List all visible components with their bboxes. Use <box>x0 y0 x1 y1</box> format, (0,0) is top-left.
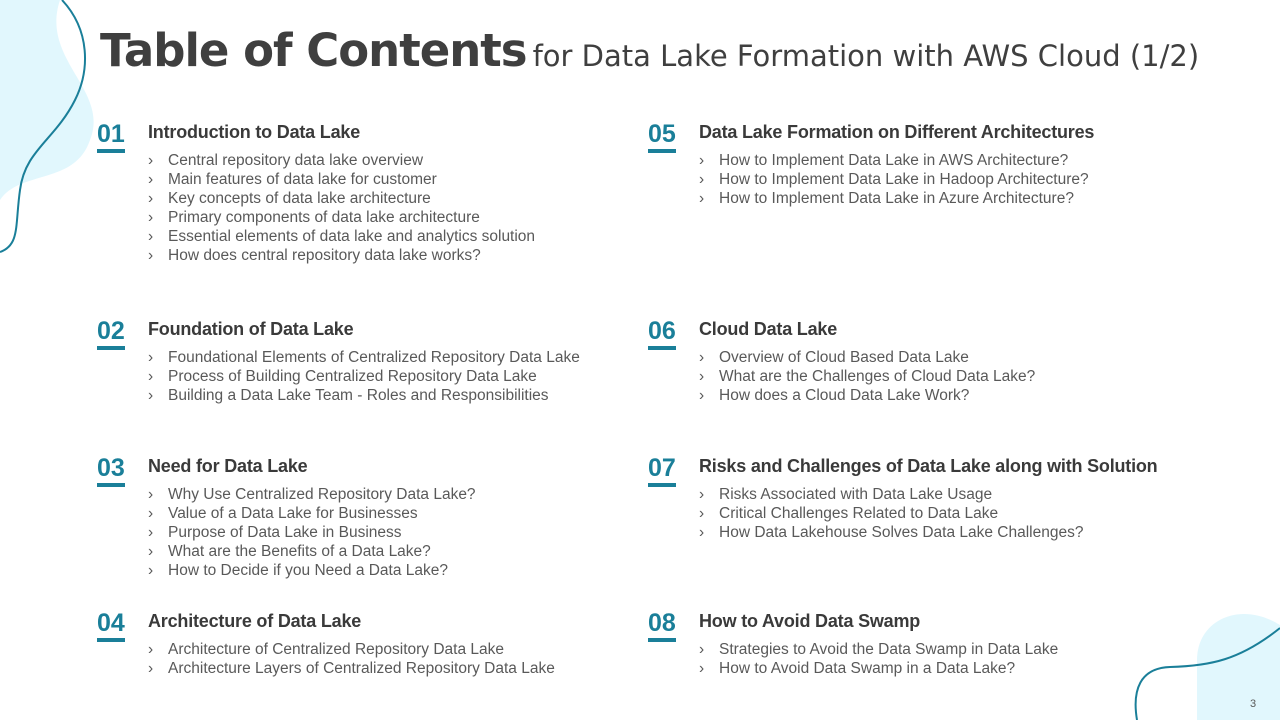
chevron-right-icon: › <box>148 349 154 366</box>
chevron-right-icon: › <box>699 152 705 169</box>
list-item <box>148 367 580 386</box>
list-item-text: Critical Challenges Related to Data Lake <box>719 505 999 522</box>
chevron-right-icon: › <box>148 524 154 541</box>
list-item <box>148 542 476 561</box>
list-item <box>148 659 555 678</box>
list-item-text: Primary components of data lake architecture <box>168 209 480 226</box>
list-item <box>699 659 1058 678</box>
list-item <box>148 386 580 405</box>
list-item <box>699 367 1035 386</box>
list-item-text: Essential elements of data lake and analytics solution <box>168 228 536 245</box>
section-number: 06 <box>648 317 676 350</box>
list-item <box>699 348 1035 367</box>
section-items <box>699 348 1035 405</box>
list-item-text: How to Implement Data Lake in Azure Architecture? <box>719 190 1074 207</box>
chevron-right-icon: › <box>699 387 705 404</box>
list-item <box>699 640 1058 659</box>
list-item <box>699 485 1083 504</box>
chevron-right-icon: › <box>148 152 154 169</box>
list-item <box>148 227 535 246</box>
page-number: 3 <box>1250 698 1257 710</box>
list-item <box>148 189 535 208</box>
section-number: 04 <box>97 609 125 642</box>
list-item-text: Risks Associated with Data Lake Usage <box>719 486 993 503</box>
chevron-right-icon: › <box>148 247 154 264</box>
list-item-text: Architecture Layers of Centralized Repository Data Lake <box>168 660 555 677</box>
list-item-text: How to Decide if you Need a Data Lake? <box>168 562 449 579</box>
section-items <box>699 485 1083 542</box>
chevron-right-icon: › <box>148 486 154 503</box>
section-title: Risks and Challenges of Data Lake along with Solution <box>699 456 1158 476</box>
list-item <box>699 523 1083 542</box>
list-item <box>699 504 1083 523</box>
section-items <box>148 348 580 405</box>
list-item-text: Key concepts of data lake architecture <box>168 190 431 207</box>
chevron-right-icon: › <box>699 171 705 188</box>
list-item-text: Foundational Elements of Centralized Repository Data Lake <box>168 349 580 366</box>
section-items <box>148 485 476 580</box>
list-item-text: Purpose of Data Lake in Business <box>168 524 402 541</box>
chevron-right-icon: › <box>699 505 705 522</box>
section-number: 07 <box>648 454 676 487</box>
list-item-text: How to Implement Data Lake in AWS Architecture? <box>719 152 1069 169</box>
section-title: Cloud Data Lake <box>699 319 838 339</box>
section-title: Architecture of Data Lake <box>148 611 362 631</box>
list-item <box>699 189 1089 208</box>
section-number: 03 <box>97 454 125 487</box>
section-number: 01 <box>97 120 125 153</box>
section-title: Introduction to Data Lake <box>148 122 361 142</box>
list-item-text: Process of Building Centralized Repository Data Lake <box>168 368 537 385</box>
list-item-text: Value of a Data Lake for Businesses <box>168 505 418 522</box>
list-item <box>148 348 580 367</box>
list-item-text: Architecture of Centralized Repository Data Lake <box>168 641 504 658</box>
list-item <box>148 170 535 189</box>
section-items <box>699 640 1058 678</box>
section-number: 05 <box>648 120 676 153</box>
chevron-right-icon: › <box>699 641 705 658</box>
section-number: 02 <box>97 317 125 350</box>
list-item-text: Overview of Cloud Based Data Lake <box>719 349 969 366</box>
chevron-right-icon: › <box>148 641 154 658</box>
chevron-right-icon: › <box>699 349 705 366</box>
chevron-right-icon: › <box>699 190 705 207</box>
list-item <box>148 485 476 504</box>
chevron-right-icon: › <box>148 171 154 188</box>
chevron-right-icon: › <box>148 543 154 560</box>
chevron-right-icon: › <box>699 660 705 677</box>
list-item-text: Building a Data Lake Team - Roles and Responsibilities <box>168 387 549 404</box>
list-item-text: Strategies to Avoid the Data Swamp in Data Lake <box>719 641 1059 658</box>
list-item-text: What are the Challenges of Cloud Data Lake? <box>719 368 1036 385</box>
list-item <box>699 170 1089 189</box>
chevron-right-icon: › <box>699 486 705 503</box>
chevron-right-icon: › <box>148 562 154 579</box>
list-item-text: How to Implement Data Lake in Hadoop Architecture? <box>719 171 1089 188</box>
list-item <box>148 504 476 523</box>
chevron-right-icon: › <box>148 228 154 245</box>
section-title: Need for Data Lake <box>148 456 308 476</box>
list-item <box>699 151 1089 170</box>
list-item-text: Why Use Centralized Repository Data Lake? <box>168 486 476 503</box>
list-item-text: How does central repository data lake works? <box>168 247 481 264</box>
chevron-right-icon: › <box>148 387 154 404</box>
section-title: Foundation of Data Lake <box>148 319 354 339</box>
section-items <box>148 640 555 678</box>
page-title <box>100 24 1199 77</box>
bottom-right-blob <box>1197 614 1280 720</box>
chevron-right-icon: › <box>148 505 154 522</box>
section-items <box>148 151 535 265</box>
page-title-sub: for Data Lake Formation with AWS Cloud (1/2) <box>532 39 1200 73</box>
chevron-right-icon: › <box>148 368 154 385</box>
section-items <box>699 151 1089 208</box>
section-title: How to Avoid Data Swamp <box>699 611 921 631</box>
list-item-text: Main features of data lake for customer <box>168 171 437 188</box>
list-item-text: How Data Lakehouse Solves Data Lake Challenges? <box>719 524 1084 541</box>
chevron-right-icon: › <box>699 368 705 385</box>
list-item-text: Central repository data lake overview <box>168 152 424 169</box>
list-item-text: What are the Benefits of a Data Lake? <box>168 543 431 560</box>
list-item-text: How to Avoid Data Swamp in a Data Lake? <box>719 660 1016 677</box>
section-number: 08 <box>648 609 676 642</box>
list-item <box>148 151 535 170</box>
list-item <box>148 523 476 542</box>
list-item <box>699 386 1035 405</box>
section-title: Data Lake Formation on Different Architectures <box>699 122 1095 142</box>
chevron-right-icon: › <box>148 209 154 226</box>
list-item-text: How does a Cloud Data Lake Work? <box>719 387 970 404</box>
chevron-right-icon: › <box>148 190 154 207</box>
list-item <box>148 208 535 227</box>
list-item <box>148 246 535 265</box>
list-item <box>148 640 555 659</box>
chevron-right-icon: › <box>699 524 705 541</box>
chevron-right-icon: › <box>148 660 154 677</box>
page-title-main: Table of Contents <box>100 24 527 77</box>
list-item <box>148 561 476 580</box>
